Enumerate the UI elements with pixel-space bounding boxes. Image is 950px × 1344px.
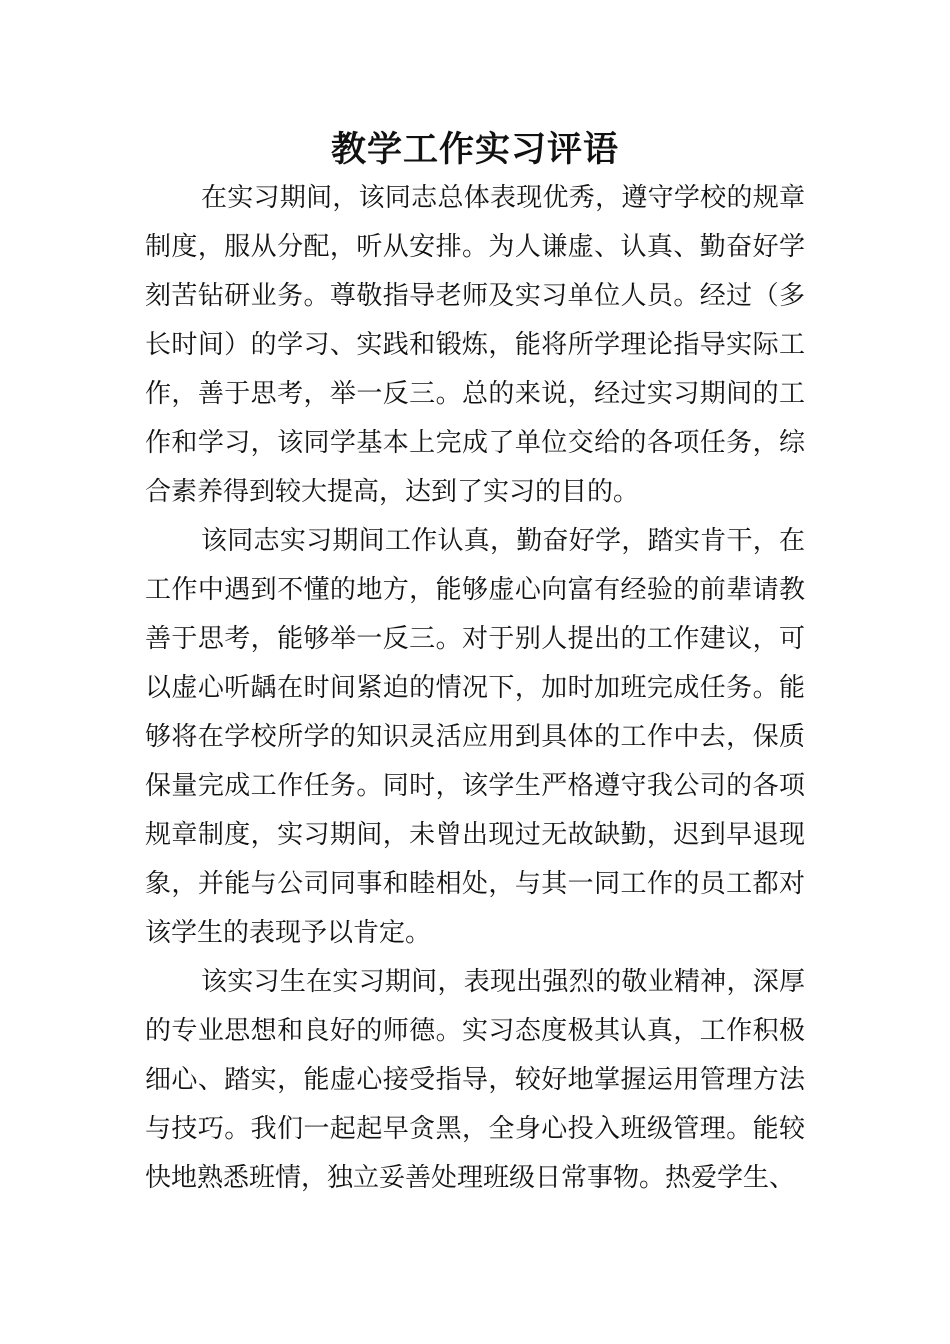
- paragraph-2: 该同志实习期间工作认真，勤奋好学，踏实肯干，在工作中遇到不懂的地方，能够虚心向富有经验的前辈请教善于思考，能够举一反三。对于别人提出的工作建议，可以虚心听龋在时间紧迫的情况下，加时加班完成任务。能够将在学校所学的知识灵活应用到具体的工作中去，保质保量完成工作任务。同时，该学生严格遵守我公司的各项规章制度，实习期间，未曾出现过无故缺勤，迟到早退现象，并能与公司同事和睦相处，与其一同工作的员工都对该学生的表现予以肯定。: [145, 526, 805, 948]
- paragraph-3: 该实习生在实习期间，表现出强烈的敬业精神，深厚的专业思想和良好的师德。实习态度极其认真，工作积极细心、踏实，能虚心接受指导，较好地掌握运用管理方法与技巧。我们一起起早贪黑，全身心投入班级管理。能较快地熟悉班情，独立妥善处理班级日常事物。热爱学生、: [145, 967, 805, 1193]
- document-body: [145, 174, 805, 1203]
- paragraph-1: 在实习期间，该同志总体表现优秀，遵守学校的规章制度，服从分配，听从安排。为人谦虚、认真、勤奋好学刻苦钻研业务。尊敬指导老师及实习单位人员。经过（多长时间）的学习、实践和锻炼，能将所学理论指导实际工作，善于思考，举一反三。总的来说，经过实习期间的工作和学习，该同学基本上完成了单位交给的各项任务，综合素养得到较大提高，达到了实习的目的。: [145, 183, 805, 507]
- document-title: 教学工作实习评语: [330, 130, 619, 170]
